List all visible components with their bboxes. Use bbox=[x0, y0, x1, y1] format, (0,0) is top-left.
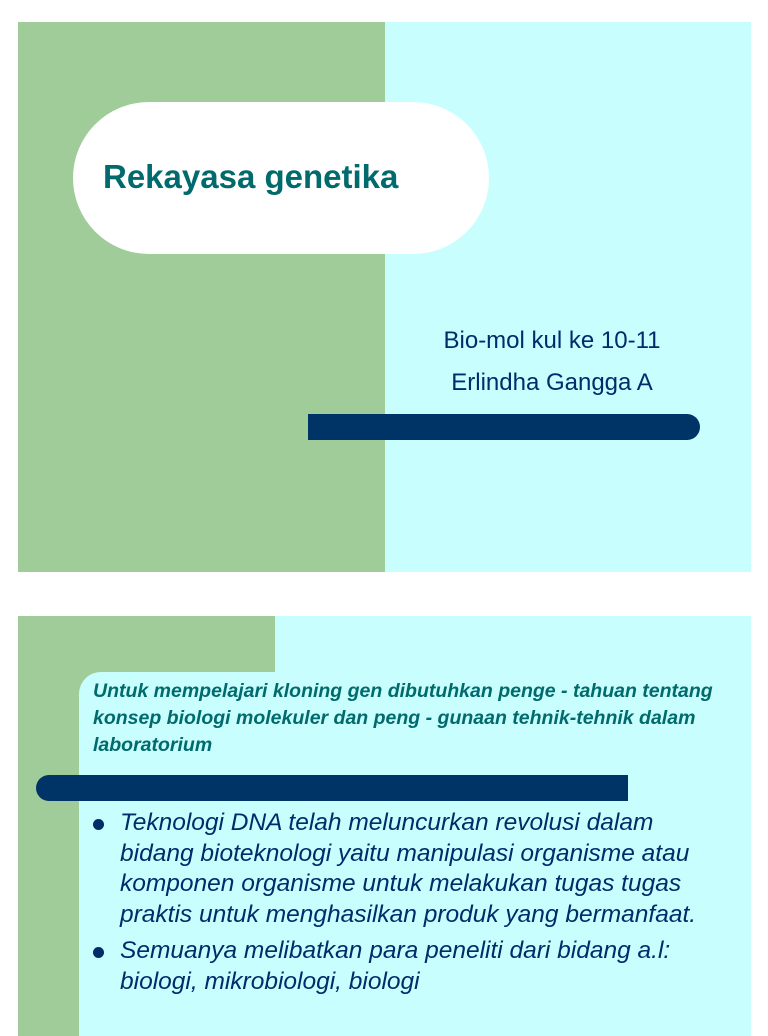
bullet-dot-icon bbox=[93, 819, 104, 830]
course-subtitle: Bio-mol kul ke 10-11 bbox=[443, 327, 661, 354]
author-name: Erlindha Gangga A bbox=[451, 369, 653, 396]
title-slide bbox=[18, 22, 751, 572]
slide-heading: Untuk mempelajari kloning gen dibutuhkan penge - tahuan tentang konsep biologi molekuler dan peng - gunaan tehnik-tehnik dalam laboratorium bbox=[93, 680, 713, 756]
bullet-text: Teknologi DNA telah meluncurkan revolusi dalam bidang bioteknologi yaitu manipulasi organisme atau komponen organisme untuk melakukan tugas tugas praktis untuk menghasilkan produk yang bermanfaat. bbox=[120, 809, 697, 928]
bullet-item bbox=[93, 936, 713, 997]
bullet-text: Semuanya melibatkan para peneliti dari bidang a.l: biologi, mikrobiologi, biologi bbox=[120, 937, 671, 995]
bullet-dot-icon bbox=[93, 947, 104, 958]
bullet-item bbox=[93, 808, 713, 930]
decorative-bar bbox=[308, 414, 700, 440]
bullet-list bbox=[93, 808, 713, 1003]
content-slide bbox=[18, 616, 751, 1036]
decorative-bar bbox=[36, 775, 628, 801]
slide-title: Rekayasa genetika bbox=[103, 158, 399, 195]
